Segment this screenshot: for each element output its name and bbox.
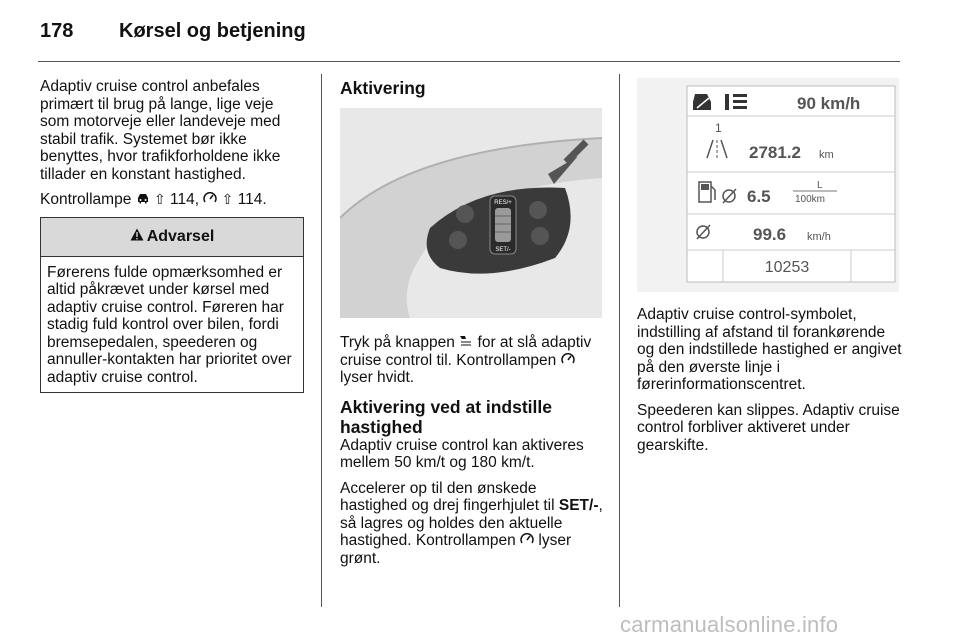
steering-wheel-figure bbox=[340, 108, 602, 318]
avg-speed-value: 99.6 bbox=[753, 225, 787, 244]
set-label: SET/- bbox=[558, 497, 599, 514]
avg-speed-unit: km/h bbox=[807, 231, 831, 243]
set-speed-readout: 90 km/h bbox=[797, 94, 861, 113]
p1-text-a: Tryk på knappen bbox=[340, 334, 455, 351]
heading-aktivering: Aktivering bbox=[340, 78, 426, 98]
warning-icon bbox=[130, 228, 144, 246]
column-2 bbox=[340, 78, 606, 575]
odometer-value: 10253 bbox=[764, 259, 810, 276]
wheel-label-set: SET/- bbox=[495, 247, 511, 253]
column-divider-1 bbox=[321, 74, 322, 607]
cruise-control-icon bbox=[561, 352, 575, 370]
intro-paragraph: Adaptiv cruise control anbefales primært til brug på lange, lige veje som motorveje eller landeveje med stabil trafik. Systemet bør ikke benyttes, hvor trafikforholdene ikke tillader en konstant hastighed. bbox=[40, 78, 281, 183]
driver-info-display-figure bbox=[637, 78, 899, 292]
distance-bars-icon bbox=[725, 94, 747, 110]
column-1 bbox=[40, 78, 304, 393]
lamp-ref-1: 114, bbox=[170, 191, 200, 208]
column-3 bbox=[637, 78, 903, 462]
aktivering-paragraph bbox=[340, 334, 606, 387]
trip-unit: km bbox=[819, 149, 834, 161]
cruise-control-icon bbox=[203, 191, 217, 209]
lane-indicator: 1 bbox=[715, 121, 722, 135]
lamp-ref-2: 114. bbox=[237, 191, 267, 208]
wheel-label-res: RES/+ bbox=[494, 200, 512, 206]
car-icon bbox=[136, 191, 150, 209]
warning-text: Førerens fulde opmærksomhed er altid påkrævet under kørsel med adaptiv cruise control. Føreren har stadig fuld kontrol over bilen, fordi bremsepedalen, speederen og annuller-kontakten har prioritet over adaptiv cruise control. bbox=[47, 263, 292, 386]
warning-title: Advarsel bbox=[146, 227, 215, 245]
p3-text-b: , så lagres og holdes den aktuelle hastighed. Kontrollampen bbox=[340, 497, 603, 549]
lamp-line bbox=[40, 191, 304, 209]
consumption-unit-top: L bbox=[817, 180, 823, 191]
trip-value: 2781.2 bbox=[749, 143, 801, 162]
heading-aktivering-hastighed: Aktivering ved at indstille hastighed bbox=[340, 396, 552, 437]
warning-box bbox=[40, 217, 304, 394]
speed-range-paragraph: Adaptiv cruise control kan aktiveres mellem 50 km/t og 180 km/t. bbox=[340, 436, 584, 471]
column-divider-2 bbox=[619, 74, 620, 607]
p1-text-b: for at slå adaptiv cruise control til. Kontrollampen bbox=[340, 334, 592, 369]
consumption-value: 6.5 bbox=[747, 187, 771, 206]
page-ref-arrow-icon: ⇧ bbox=[221, 191, 234, 207]
display-caption: Adaptiv cruise control-symbolet, indstilling af afstand til forankørende og den indstillede hastighed er angivet på den øverste linje i førerinformationscentret. bbox=[637, 306, 902, 393]
page-title: Kørsel og betjening bbox=[119, 20, 306, 42]
set-speed-paragraph bbox=[340, 480, 606, 568]
header-rule bbox=[38, 61, 900, 62]
page-number: 178 bbox=[40, 20, 74, 42]
cruise-control-icon bbox=[520, 532, 534, 550]
lamp-label: Kontrollampe bbox=[40, 191, 132, 208]
watermark: carmanualsonline.info bbox=[620, 612, 839, 637]
consumption-unit-bottom: 100km bbox=[795, 194, 826, 205]
distance-button-icon bbox=[459, 334, 473, 352]
gear-shift-paragraph: Speederen kan slippes. Adaptiv cruise control forbliver aktiveret under gearskifte. bbox=[637, 401, 900, 454]
page-ref-arrow-icon: ⇧ bbox=[153, 191, 166, 207]
warning-header bbox=[41, 218, 303, 257]
p3-text-c: lyser grønt. bbox=[340, 532, 572, 567]
p1-text-c: lyser hvidt. bbox=[340, 369, 415, 386]
p3-text-a: Accelerer op til den ønskede hastighed og drej fingerhjulet til bbox=[340, 479, 555, 514]
